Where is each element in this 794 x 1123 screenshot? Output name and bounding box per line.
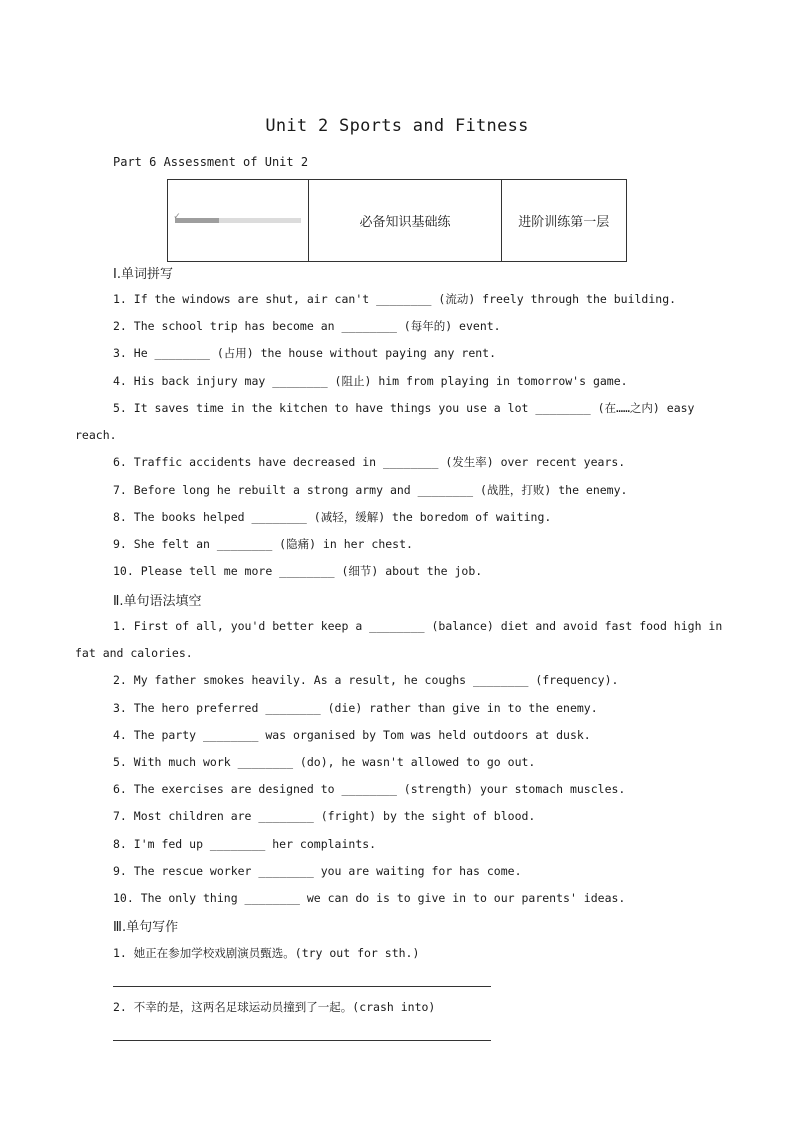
question: 1. If the windows are shut, air can't ________ (流动) freely through the building.: [113, 292, 677, 306]
header-table: [167, 179, 627, 262]
question: 2. 不幸的是，这两名足球运动员撞到了一起。(crash into): [113, 1000, 436, 1014]
question: 1. First of all, you'd better keep a ________ (balance) diet and avoid fast food high in: [113, 619, 723, 633]
question: 4. The party ________ was organised by Tom was held outdoors at dusk.: [113, 728, 591, 742]
progress-cell: [168, 180, 309, 261]
question: 9. She felt an ________ (隐痛) in her chest.: [113, 537, 413, 551]
question-continuation: reach.: [75, 428, 117, 442]
section-heading-1: Ⅰ.单词拼写: [113, 267, 173, 282]
question: 2. The school trip has become an ________ (每年的) event.: [113, 319, 501, 333]
progress-bar: [173, 212, 301, 223]
section-heading-2: Ⅱ.单句语法填空: [113, 594, 202, 609]
question: 7. Before long he rebuilt a strong army and ________ (战胜，打败) the enemy.: [113, 483, 628, 497]
question: 8. The books helped ________ (减轻，缓解) the boredom of waiting.: [113, 510, 552, 524]
question: 3. The hero preferred ________ (die) rather than give in to the enemy.: [113, 701, 598, 715]
question: 8. I'm fed up ________ her complaints.: [113, 837, 377, 851]
question: 7. Most children are ________ (fright) by the sight of blood.: [113, 809, 536, 823]
question: 5. With much work ________ (do), he wasn't allowed to go out.: [113, 755, 536, 769]
question: 4. His back injury may ________ (阻止) him from playing in tomorrow's game.: [113, 374, 628, 388]
question: 2. My father smokes heavily. As a result, he coughs ________ (frequency).: [113, 673, 619, 687]
question: 3. He ________ (占用) the house without paying any rent.: [113, 346, 497, 360]
page-title: Unit 2 Sports and Fitness: [265, 116, 529, 136]
question: 9. The rescue worker ________ you are waiting for has come.: [113, 864, 522, 878]
question-continuation: fat and calories.: [75, 646, 193, 660]
progress-fill: [175, 218, 219, 223]
check-icon: ✓: [173, 212, 181, 222]
section-heading-3: Ⅲ.单句写作: [113, 920, 179, 935]
part-label: Part 6 Assessment of Unit 2: [113, 155, 309, 169]
header-cell-advanced: 进阶训练第一层: [518, 215, 610, 230]
answer-line: [113, 986, 491, 987]
header-cell-basic: 必备知识基础练: [309, 180, 501, 261]
question: 10. The only thing ________ we can do is to give in to our parents' ideas.: [113, 891, 626, 905]
question: 6. Traffic accidents have decreased in ________ (发生率) over recent years.: [113, 455, 626, 469]
question: 10. Please tell me more ________ (细节) about the job.: [113, 564, 483, 578]
answer-line: [113, 1040, 491, 1041]
question: 5. It saves time in the kitchen to have things you use a lot ________ (在……之内) easy: [113, 401, 695, 415]
question: 1. 她正在参加学校戏剧演员甄选。(try out for sth.): [113, 946, 420, 960]
question: 6. The exercises are designed to ________ (strength) your stomach muscles.: [113, 782, 626, 796]
